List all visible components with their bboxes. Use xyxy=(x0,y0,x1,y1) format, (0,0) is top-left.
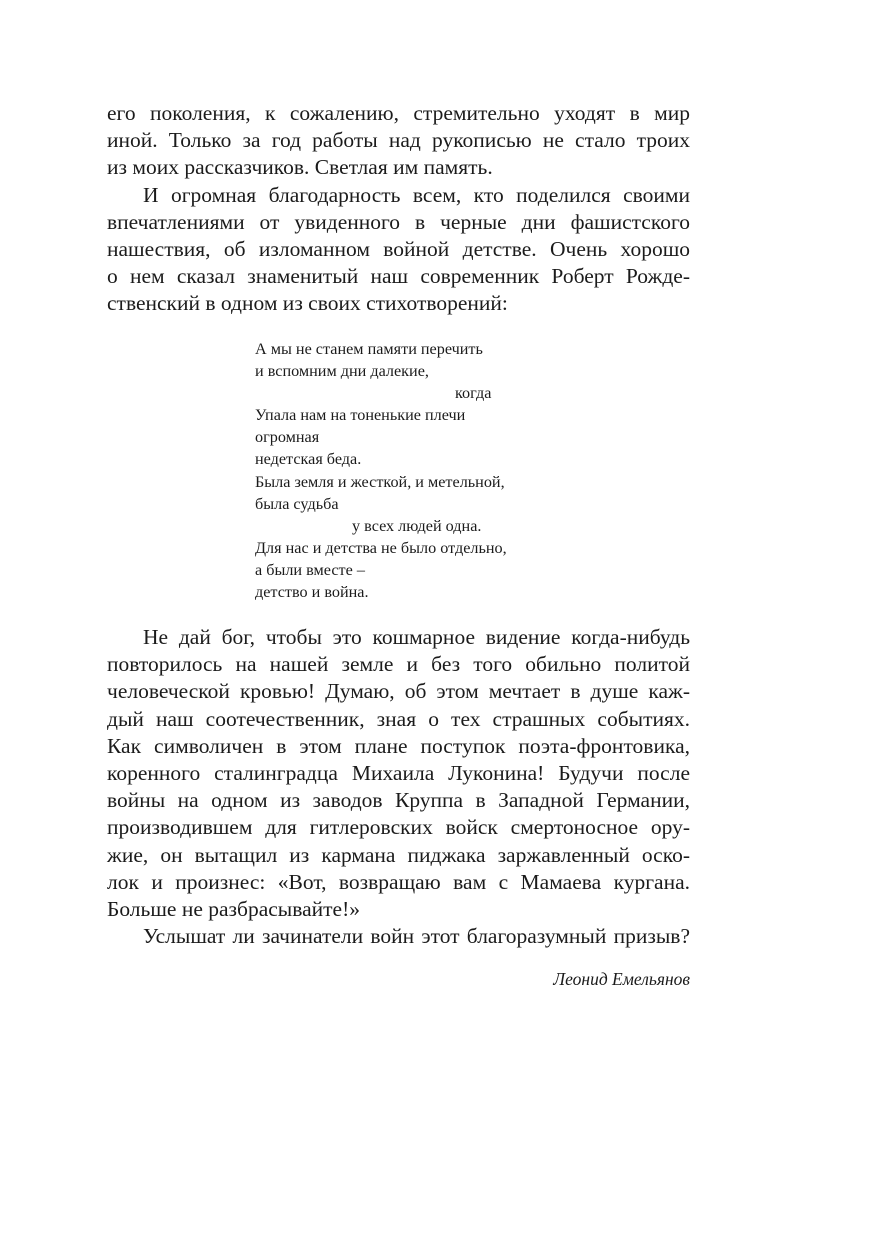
poem-line: когда xyxy=(455,384,492,403)
poem-line: А мы не станем памяти перечить xyxy=(255,340,483,358)
poem-line: и вспомним дни далекие, xyxy=(255,362,429,381)
text-line: ственский в одном из своих стихотворений: xyxy=(107,291,508,316)
text-line: Услышат ли зачинатели войн этот благоразумный призыв? xyxy=(143,924,690,949)
paragraph-gratitude xyxy=(107,182,690,318)
poem-line: огромная xyxy=(255,428,320,447)
text-line: коренного сталинградца Михаила Луконина! Будучи после xyxy=(107,760,690,785)
text-line: производившем для гитлеровских войск смертоносное ору- xyxy=(107,815,690,840)
text-line: И огромная благодарность всем, кто поделился своими xyxy=(143,182,690,207)
text-line: иной. Только за год работы над рукописью не стало троих xyxy=(107,128,690,153)
poem-line: а были вместе – xyxy=(255,560,365,579)
poem-line: у всех людей одна. xyxy=(352,516,482,535)
text-line: впечатлениями от увиденного в черные дни фашистского xyxy=(107,209,690,234)
poem-line: недетская беда. xyxy=(255,450,362,469)
paragraph-luconin xyxy=(107,624,690,923)
text-line: дый наш соотечественник, зная о тех страшных событиях. xyxy=(107,706,690,731)
text-line: о нем сказал знаменитый наш современник Роберт Рожде- xyxy=(107,264,690,289)
text-line: Больше не разбрасывайте!» xyxy=(107,896,361,921)
poem-line: Упала нам на тоненькие плечи xyxy=(255,406,466,425)
text-line: Не дай бог, чтобы это кошмарное видение когда-нибудь xyxy=(143,625,690,649)
text-line: Как символичен в этом плане поступок поэта-фронтовика, xyxy=(107,733,690,758)
poem-line: Была земля и жесткой, и метельной, xyxy=(255,472,505,491)
poem-quote xyxy=(255,338,507,603)
text-line: жие, он вытащил из кармана пиджака заржавленный оско- xyxy=(107,842,690,867)
prose-block-upper xyxy=(107,100,690,318)
poem-line: была судьба xyxy=(255,494,339,513)
paragraph-question xyxy=(107,923,690,950)
author-signature: Леонид Емельянов xyxy=(553,969,690,989)
poem-line: детство и война. xyxy=(255,583,369,602)
poem-line: Для нас и детства не было отдельно, xyxy=(255,538,507,557)
text-line: повторилось на нашей земле и без того обильно политой xyxy=(107,652,690,677)
text-line: лок и произнес: «Вот, возвращаю вам с Мамаева кургана. xyxy=(107,869,690,894)
prose-block-lower xyxy=(107,624,690,950)
text-line: его поколения, к сожалению, стремительно уходят в мир xyxy=(107,101,690,125)
paragraph-continued xyxy=(107,100,690,182)
text-line: нашествия, об изломанном войной детстве. Очень хорошо xyxy=(107,236,690,261)
text-line: из моих рассказчиков. Светлая им память. xyxy=(107,155,493,180)
text-line: войны на одном из заводов Круппа в Западной Германии, xyxy=(107,788,690,813)
text-line: человеческой кровью! Думаю, об этом мечтает в душе каж- xyxy=(107,679,690,704)
